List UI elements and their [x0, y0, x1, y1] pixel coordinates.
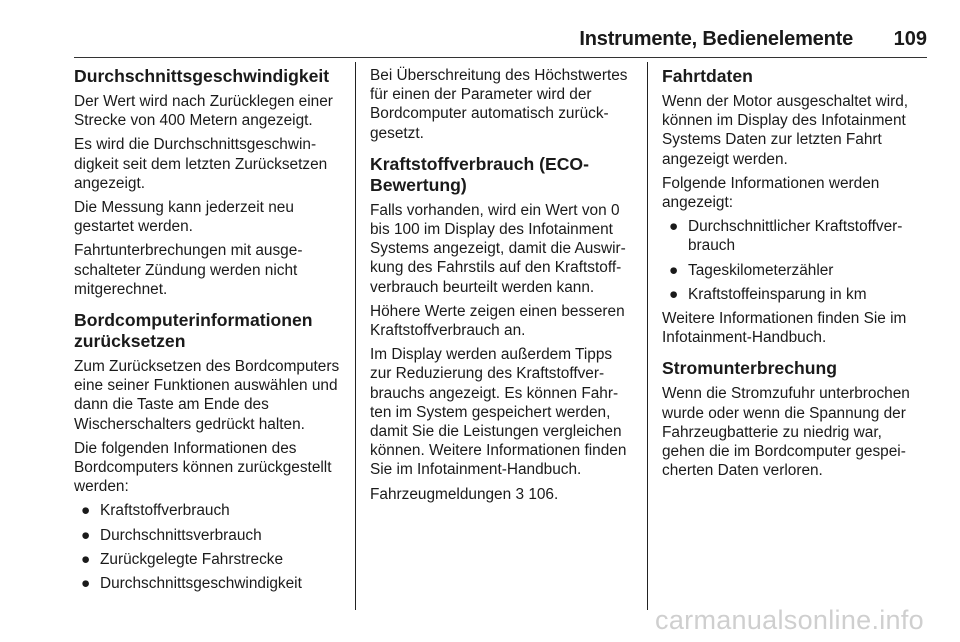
list-item: [662, 261, 928, 280]
list-item: [74, 501, 346, 520]
list-item: [74, 574, 346, 593]
page-number: 109: [893, 28, 927, 50]
header-rule: [74, 57, 927, 58]
paragraph: Es wird die Durchschnittsgeschwindigkeit seit dem letzten Zurücksetzen angezeigt.: [74, 136, 328, 192]
list-item-text: Kraftstoffverbrauch: [100, 502, 230, 520]
list-item: [74, 550, 346, 569]
page-header: [74, 26, 927, 56]
list-item-text: Zurückgelegte Fahrstrecke: [100, 550, 284, 568]
paragraph: Im Display werden außerdem Tipps zur Reduzierung des Kraftstoffverbrauchs angezeigt. Es können Fahrten im System gespeichert werden, damit Sie die Leistungen vergleichen können. Weitere Informationen finden Sie im Infotainment-Handbuch.: [370, 346, 627, 479]
bullet-icon: ●: [81, 575, 91, 593]
paragraph: Höhere Werte zeigen einen besseren Kraftstoffverbrauch an.: [370, 302, 625, 340]
paragraph: Die Messung kann jederzeit neu gestartet werden.: [74, 199, 294, 236]
bullet-icon: ●: [81, 502, 91, 520]
column-2: [370, 66, 634, 509]
list-item-text: Kraftstoffeinsparung in km: [688, 285, 867, 303]
column-divider-2: [647, 62, 648, 610]
list-item-text: Durchschnittlicher Kraftstoffverbrauch: [688, 218, 903, 255]
list-item-text: Durchschnittsgeschwindigkeit: [100, 575, 302, 593]
bullet-icon: ●: [81, 550, 91, 568]
heading-durchschnittsgeschwindigkeit: Durchschnittsgeschwindigkeit: [74, 66, 330, 86]
paragraph: Falls vorhanden, wird ein Wert von 0 bis 100 im Display des Infotainment Systems angezeigt, damit die Auswirkung des Fahrstils auf den Kraftstoffverbrauch beurteilt werden kann.: [370, 201, 626, 296]
heading-fahrtdaten: Fahrtdaten: [662, 66, 753, 86]
bullet-icon: ●: [669, 218, 679, 236]
section-title: Instrumente, Bedienelemente: [579, 28, 853, 50]
paragraph: Der Wert wird nach Zurücklegen einer Strecke von 400 Metern angezeigt.: [74, 93, 333, 130]
heading-stromunterbrechung: Stromunterbrechung: [662, 358, 837, 379]
column-divider-1: [355, 62, 356, 610]
reset-list: [74, 501, 346, 593]
paragraph: Wenn die Stromzufuhr unterbrochen wurde oder wenn die Spannung der Fahrzeugbatterie zu niedrig war, gehen die im Bordcomputer gespeicherten Daten verloren.: [662, 385, 910, 480]
paragraph: Die folgenden Informationen des Bordcomputers können zurückgestellt werden:: [74, 439, 332, 496]
column-3: [662, 66, 928, 485]
heading-kraftstoffverbrauch-eco: Kraftstoffverbrauch (ECO-Bewertung): [370, 153, 589, 195]
paragraph: Wenn der Motor ausgeschaltet wird, können im Display des Infotainment Systems Daten zur letzten Fahrt angezeigt werden.: [662, 93, 909, 168]
paragraph: Zum Zurücksetzen des Bordcomputers eine seiner Funktionen auswählen und dann die Taste am Ende des Wischerschalters gedrückt halten.: [74, 358, 340, 433]
list-item: [662, 285, 928, 304]
paragraph: Weitere Informationen finden Sie im Infotainment-Handbuch.: [662, 310, 907, 347]
reference-page: 106.: [528, 485, 559, 503]
paragraph: Bei Überschreitung des Höchstwertes für einen der Parameter wird der Bordcomputer automatisch zurückgesetzt.: [370, 67, 628, 142]
cross-reference: [370, 485, 634, 504]
paragraph: Folgende Informationen werden angezeigt:: [662, 174, 880, 212]
bullet-icon: ●: [81, 526, 91, 544]
list-item-text: Tageskilometerzähler: [688, 261, 834, 279]
reference-text: Fahrzeugmeldungen: [370, 485, 512, 503]
trip-data-list: [662, 217, 928, 304]
paragraph: Fahrtunterbrechungen mit ausgeschalteter Zündung werden nicht mitgerechnet.: [74, 242, 303, 298]
list-item-text: Durchschnittsverbrauch: [100, 526, 262, 544]
list-item: [74, 526, 346, 545]
page-reference-icon: 3: [515, 485, 525, 503]
column-1: [74, 66, 346, 598]
list-item: [662, 217, 928, 255]
bullet-icon: ●: [669, 285, 679, 303]
heading-bordcomputer-zuruecksetzen: Bordcomputerinformationen zurücksetzen: [74, 310, 313, 352]
bullet-icon: ●: [669, 261, 679, 279]
watermark: carmanualsonline.info: [655, 605, 924, 635]
